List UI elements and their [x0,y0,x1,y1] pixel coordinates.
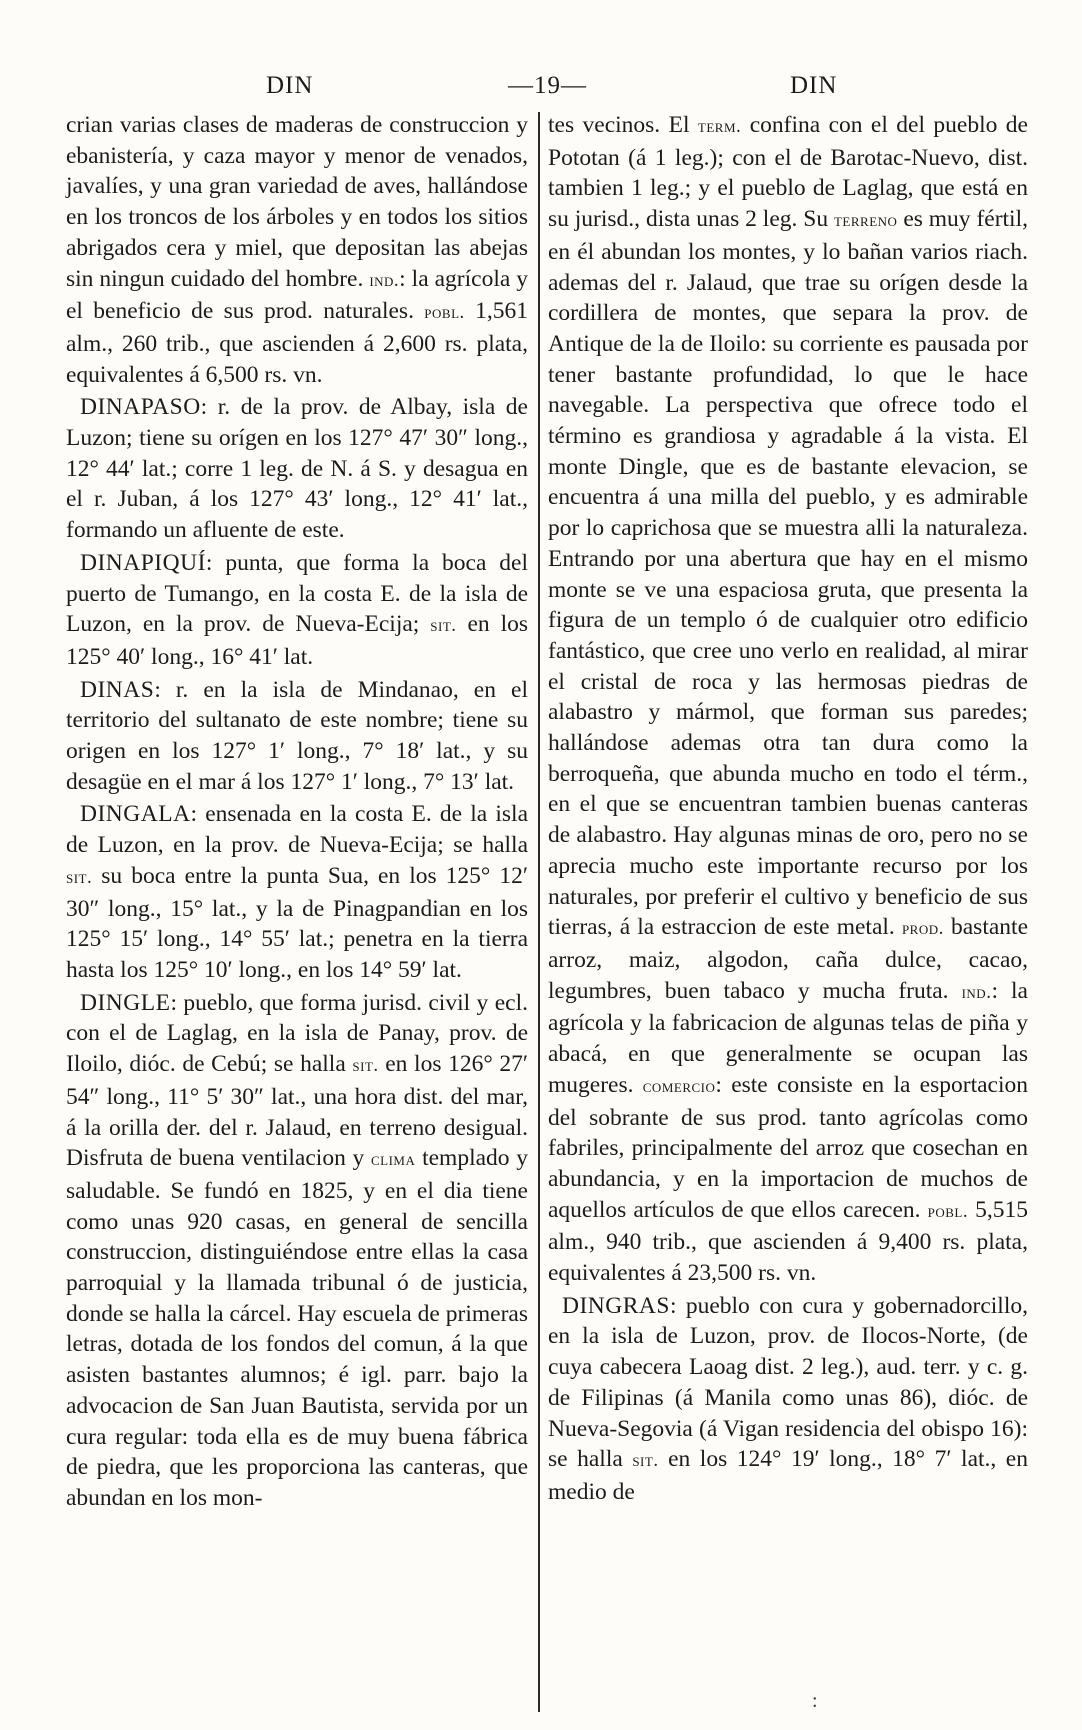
entry-text: : la agrícola y la fabricacion de algunas telas de piña y abacá, en que generalmente se ocupan las mugeres. [548,977,1028,1098]
footer-mark: : [812,1690,818,1712]
abbreviation: sit. [66,866,93,888]
abbreviation: clima [370,1149,416,1171]
entry-dinapiqui [66,548,528,673]
entry-text: : ensenada en la costa E. de la isla de Luzon, en la prov. de Nueva-Ecija; se halla [66,801,528,859]
entry-headword: DINAPIQUÍ [80,549,206,576]
entry-text: crian varias clases de maderas de construccion y ebanistería, y caza mayor y menor de venados, javalíes, y una gran variedad de aves, hallándose en los troncos de los árboles y en todos los sitios abrigados cera y miel, que depositan las abejas sin ningun cuidado del hombre. [66,112,528,292]
entry-text: : este consiste en la esportacion del sobrante de sus prod. tanto agrícolas como fabriles, principalmente del arroz que cosechan en abundancia, y en la importacion de muchos de aquellos artículos de que ellos carecen. [548,1071,1028,1223]
entry-text: templado y saludable. Se fundó en 1825, y en el dia tiene como unas 920 casas, en general de sencilla construccion, distinguiéndose entre ellas la casa parroquial y la llamada tribunal ó de justicia, donde se halla la cárcel. Hay escuela de primeras letras, dotada de los fondos del comun, á la que asisten bastantes alumnos; é igl. parr. bajo la advocacion de San Juan Bautista, servida por un cura regular: toda ella es de muy buena fábrica de piedra, que les proporciona las canteras, que abundan en los mon- [66,1145,528,1511]
abbreviation: pobl. [424,302,465,324]
entry-text: en los 124° 19′ long., 18° 7′ lat., en medio de [548,1446,1028,1505]
entry-headword: DINGRAS [562,1292,670,1319]
header-left: DIN [266,72,314,99]
header-right: DIN [790,72,838,99]
entry-text: bastante arroz, maiz, algodon, caña dulce, cacao, legumbres, buen tabaco y mucha fruta. [548,914,1028,1004]
entry-text: en los 125° 40′ long., 16° 41′ lat. [66,611,528,670]
entry-text: en los 126° 27′ 54″ long., 11° 5′ 30″ lat., una hora dist. del mar, á la orilla der. del r. Jalaud, en terreno desigual. Disfruta de buena ventilacion y [66,1051,528,1172]
entry-text: 1,561 alm., 260 trib., que ascienden á 2,600 rs. plata, equivalentes á 6,500 rs. vn. [66,298,528,388]
entry-text: : r. en la isla de Mindanao, en el territorio del sultanato de este nombre; tiene su origen en los 127° 1′ long., 7° 18′ lat., y su desagüe en el mar á los 127° 1′ long., 7° 13′ lat. [66,676,528,795]
abbreviation: sit. [430,615,457,637]
paragraph [66,110,528,390]
entry-dingle [66,988,528,1514]
entry-text: : r. de la prov. de Albay, isla de Luzon; tiene su orígen en los 127° 47′ 30″ long., 12° 44′ lat.; corre 1 leg. de N. á S. y desagua en el r. Juban, á los 127° 43′ long., 12° 41′ lat., formando un afluente de este. [66,394,528,544]
right-column [548,110,1028,1508]
column-divider [538,112,540,1712]
entry-dinas [66,675,528,798]
entry-text: es muy fértil, en él abundan los montes, y lo bañan varios riach. ademas del r. Jalaud, que trae su orígen desde la cordillera de montes, que separa la prov. de Antique de la de Iloilo: su corriente es pausada por tener bastante profundidad, lo que le hace navegable. La perspectiva que ofrece todo el término es grandiosa y agradable á la vista. El monte Dingle, que es de bastante elevacion, se encuentra á una milla del pueblo, y es admirable por lo caprichosa que se muestra alli la naturaleza. Entrando por una abertura que hay en el mismo monte se ve una espaciosa gruta, que presenta la figura de un templo ó de cualquier otro edificio fantástico, que cree uno verlo en realidad, al mirar el cristal de roca y las hermosas piedras de alabastro y mármol, que forman sus paredes; hallándose ademas otra tan dura como la berroqueña, que abunda mucho en todo el térm., en el que se encuentran tambien buenas canteras de alabastro. Hay algunas minas de oro, pero no se aprecia mucho este importante recurso por los naturales, por preferir el cultivo y beneficio de sus tierras, á la estraccion de este metal. [548,206,1028,941]
abbreviation: term. [697,116,742,137]
entry-headword: DINAS [80,676,155,703]
entry-headword: DINGALA [80,801,191,828]
abbreviation: prod. [901,918,944,940]
entry-dingala [66,799,528,985]
entry-text: su boca entre la punta Sua, en los 125° 12′ 30″ long., 15° lat., y la de Pinagpandian en los 125° 15′ long., 14° 55′ lat.; penetra en la tierra hasta los 125° 10′ long., en los 14° 59′ lat. [66,862,528,983]
abbreviation: ind. [961,981,992,1003]
abbreviation: pobl. [927,1200,969,1222]
entry-text: 5,515 alm., 940 trib., que ascienden á 9,400 rs. plata, equivalentes á 23,500 rs. vn. [548,1196,1028,1287]
abbreviation: comercio [642,1075,716,1097]
entry-text: : pueblo con cura y gobernadorcillo, en la isla de Luzon, prov. de Ilocos-Norte, (de cuya cabecera Laoag dist. 2 leg.), aud. terr. y c. g. de Filipinas (á Manila como unas 86), dióc. de Nueva-Segovia (á Vigan residencia del obispo 16): se halla [548,1292,1028,1473]
page-number: —19— [508,72,587,99]
entry-text: confina con el del pueblo de Pototan (á 1 leg.); con el de Barotac-Nuevo, dist. tambien 1 leg.; y el pueblo de Laglag, que está en su jurisd., dista unas 2 leg. Su [548,112,1028,233]
running-header [0,72,1082,112]
entry-text: : punta, que forma la boca del puerto de Tumango, en la costa E. de la isla de Luzon, en la prov. de Nueva-Ecija; [66,549,528,638]
abbreviation: sit. [352,1055,379,1077]
entry-headword: DINAPASO [80,394,201,421]
entry-dingras [548,1291,1028,1508]
abbreviation: sit. [632,1450,659,1472]
abbreviation: ind. [369,269,400,291]
abbreviation: terreno [833,210,898,232]
entry-text: : la agrícola y el beneficio de sus prod. naturales. [66,265,528,325]
paragraph [548,110,1028,1289]
entry-dinapaso [66,392,528,546]
left-column [66,110,528,1514]
entry-text: : pueblo, que forma jurisd. civil y ecl. con el de Laglag, en la isla de Panay, prov. de Iloilo, dióc. de Cebú; se halla [66,989,528,1078]
entry-text: tes vecinos. El [548,112,698,138]
entry-headword: DINGLE [80,989,171,1016]
